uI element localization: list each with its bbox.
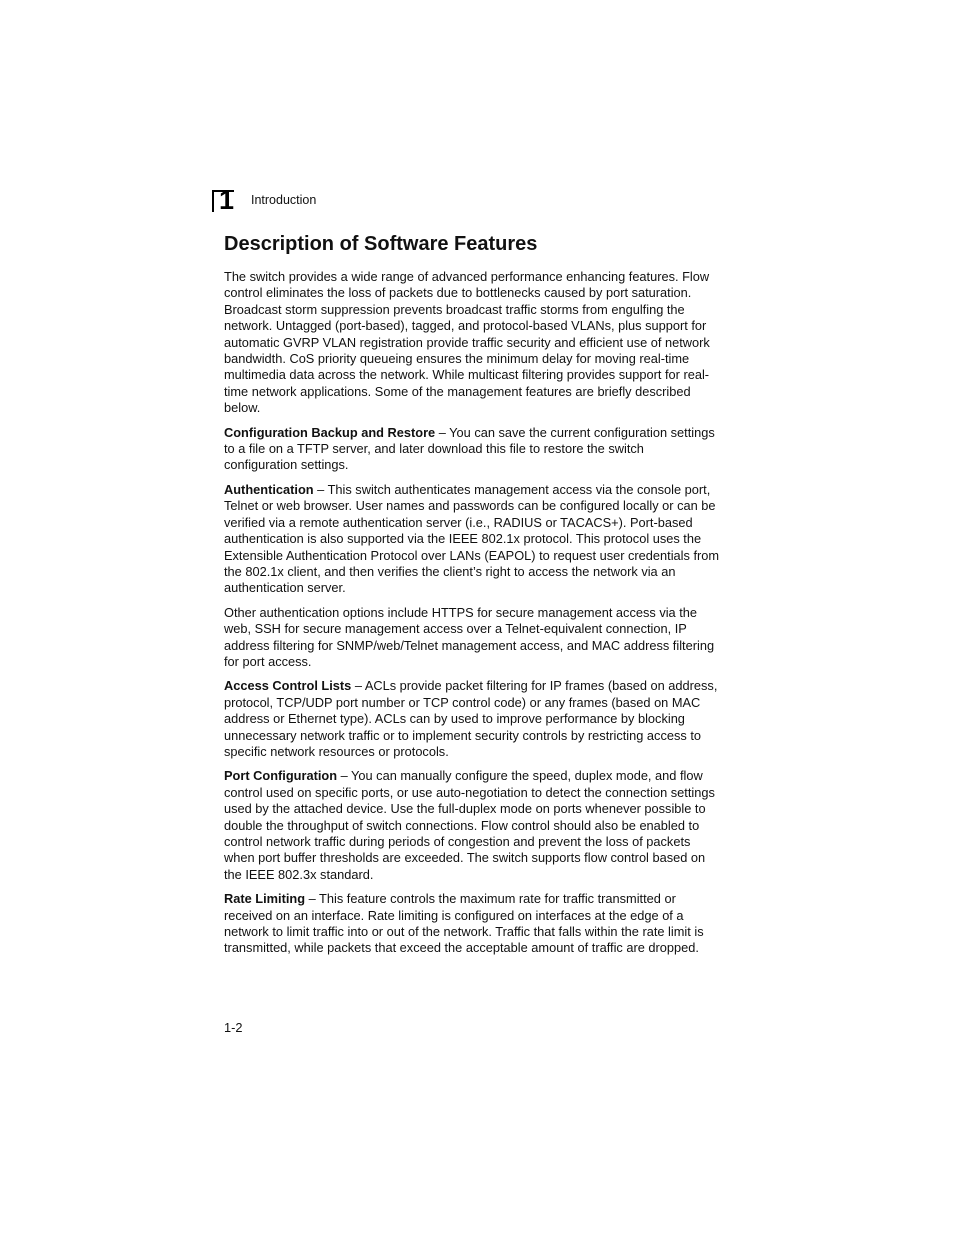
paragraph-text: – ACLs provide packet filtering for IP frames (based on address, protocol, TCP/UDP port number or TCP control code) or any frames (based on MAC address or Ethernet type). ACLs can by used to improve performance by blocking unnecessary network traffic or to implement security controls by restricting access to specific network resources or protocols.	[224, 678, 718, 759]
paragraph-text: – This feature controls the maximum rate for traffic transmitted or received on an interface. Rate limiting is configured on interfaces at the edge of a network to limit traffic into or out of the network. Traffic that falls within the rate limit is transmitted, while packets that exceed the acceptable amount of traffic are dropped.	[224, 891, 704, 956]
paragraph-port-config	[224, 768, 720, 883]
running-header: Introduction	[251, 193, 317, 207]
paragraph-text: – You can save the current configuration settings to a file on a TFTP server, and later download this file to restore the switch configuration settings.	[224, 424, 715, 473]
paragraph-text: The switch provides a wide range of advanced performance enhancing features. Flow control eliminates the loss of packets due to bottlenecks caused by port saturation. Broadcast storm suppression prevents broadcast traffic storms from engulfing the network. Untagged (port-based), tagged, and protocol-based VLANs, plus support for automatic GVRP VLAN registration provide traffic security and efficient use of network bandwidth. CoS priority queueing ensures the minimum delay for moving real-time multimedia data across the network. While multicast filtering provides support for real-time network applications. Some of the management features are briefly described below.	[224, 269, 710, 416]
paragraph-lead: Rate Limiting	[224, 891, 306, 907]
paragraph-text: – You can manually configure the speed, duplex mode, and flow control used on specific ports, or use auto-negotiation to detect the connection settings used by the attached device. Use the full-duplex mode on ports whenever possible to double the throughput of switch connections. Flow control should also be enabled to control network traffic during periods of congestion and prevent the loss of packets when port buffer thresholds are exceeded. The switch supports flow control based on the IEEE 802.3x standard.	[224, 768, 715, 882]
chapter-number: 1	[219, 185, 235, 215]
paragraph-lead: Access Control Lists	[224, 678, 352, 694]
paragraph-rate-limiting	[224, 891, 720, 957]
paragraph-text: Other authentication options include HTTPS for secure management access via the web, SSH for secure management access over a Telnet-equivalent connection, IP address filtering for SNMP/web/Telnet management access, and MAC address filtering for port access.	[224, 604, 715, 669]
page-title: Description of Software Features	[224, 233, 538, 255]
paragraph-text: – This switch authenticates management access via the console port, Telnet or web browser. User names and passwords can be configured locally or can be verified via a remote authentication server (i.e., RADIUS or TACACS+). Port-based authentication is also supported via the IEEE 802.1x protocol. This protocol uses the Extensible Authentication Protocol over LANs (EAPOL) to request user credentials from the 802.1x client, and then verifies the client’s right to access the network via an authentication server.	[224, 481, 720, 596]
body-text	[224, 269, 720, 965]
paragraph-authentication	[224, 482, 720, 597]
paragraph-acl	[224, 678, 720, 760]
paragraph-lead: Port Configuration	[224, 768, 338, 784]
page-number: 1-2	[224, 1020, 243, 1035]
paragraph-lead: Configuration Backup and Restore	[224, 424, 436, 440]
paragraph-lead: Authentication	[224, 481, 314, 497]
paragraph-other-auth	[224, 605, 720, 671]
paragraph-intro	[224, 269, 720, 417]
chapter-marker	[212, 185, 235, 215]
paragraph-config-backup	[224, 425, 720, 474]
